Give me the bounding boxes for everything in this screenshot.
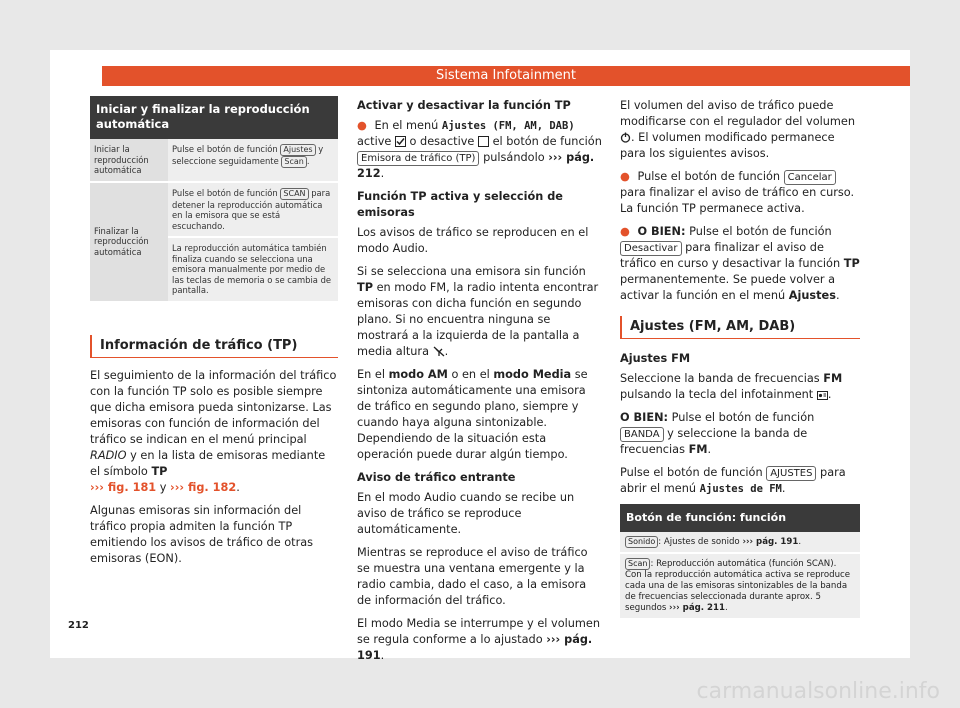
- function-box-title: Botón de función: función: [620, 504, 860, 532]
- text: O BIEN:: [620, 411, 669, 424]
- tp-symbol: TP: [151, 464, 168, 478]
- text: Si se selecciona una emisora sin función: [357, 265, 586, 278]
- scan-key: Scan: [281, 156, 306, 168]
- page-link[interactable]: ››› pág. 191: [357, 633, 593, 662]
- no-tp-icon: [433, 346, 445, 357]
- manual-page: [50, 50, 910, 662]
- scan-icon: SCAN: [280, 188, 308, 200]
- deactivate-key: Desactivar: [620, 241, 682, 256]
- paragraph: Mientras se reproduce el aviso de tráfico se muestra una ventana emergente y la radio cambia, dado el caso, a la emisora de información del tráfico.: [357, 546, 588, 607]
- heading: Aviso de tráfico entrante: [357, 471, 516, 484]
- bullet-icon: ●: [620, 170, 630, 183]
- column-left: [90, 96, 338, 574]
- text: se sintoniza automáticamente una emisora de tráfico en segundo plano, siempre y cuando haya alguna sintonizable. Dependiendo de la situación esta operación puede durar algún tiempo.: [357, 368, 588, 461]
- bullet-icon: ●: [620, 225, 630, 238]
- text: pulsándolo: [483, 151, 545, 164]
- text: y en la lista de emisoras mediante el símbolo: [90, 448, 326, 478]
- bullet-icon: ●: [357, 119, 367, 132]
- paragraph: Pulse el botón de función AJUSTES para abrir el menú Ajustes de FM.: [620, 466, 846, 495]
- sound-key: Sonido: [625, 536, 658, 548]
- heading: Activar y desactivar la función TP: [357, 99, 571, 112]
- figure-link[interactable]: ››› fig. 181: [90, 480, 157, 494]
- page-link[interactable]: ››› pág. 191: [742, 537, 799, 547]
- figure-link[interactable]: ››› fig. 182: [170, 480, 237, 494]
- text: y seleccione la banda de frecuencias: [620, 427, 808, 456]
- text: active: [357, 135, 392, 148]
- heading: Función TP activa y selección de emisoras: [357, 190, 563, 219]
- row-label: Iniciar la reproducción automática: [90, 139, 168, 182]
- paragraph: Los avisos de tráfico se reproducen en el modo Audio.: [357, 226, 589, 255]
- paragraph: En el modo Audio cuando se recibe un aviso de tráfico se reproduce automáticamente.: [357, 491, 575, 536]
- radio-key-icon: [817, 390, 828, 400]
- page-link[interactable]: ››› pág. 211: [669, 603, 725, 613]
- bullet-item: ● O BIEN: Pulse el botón de función Desactivar para finalizar el aviso de tráfico en curso y desactivar la función TP permanentemente. Se puede volver a activar la función en el menú Ajustes.: [620, 225, 860, 302]
- text: pulsando la tecla del infotainment: [620, 388, 814, 401]
- band-key: BANDA: [620, 427, 664, 442]
- text: en modo FM, la radio intenta encontrar emisoras con dicha función en segundo plano. Si no encuentra ninguna se mostrará a la izquierda de la pantalla a media altura: [357, 281, 599, 358]
- page-header: Sistema Infotainment: [102, 66, 910, 86]
- row-text: La reproducción automática también finaliza cuando se selecciona una emisora manualmente por medio de las teclas de memoria o se cambia de pantalla.: [168, 237, 338, 302]
- row-label: Finalizar la reproducción automática: [90, 182, 168, 302]
- ajustes-key: Ajustes: [280, 144, 315, 156]
- list-item: Sonido : Ajustes de sonido ››› pág. 191.: [620, 532, 860, 554]
- table-row: [90, 182, 338, 238]
- cancel-key: Cancelar: [784, 170, 836, 185]
- text: y: [159, 480, 167, 494]
- paragraph: Seleccione la banda de frecuencias FM pulsando la tecla del infotainment .: [620, 372, 843, 401]
- table-title: Iniciar y finalizar la reproducción automática: [90, 96, 338, 139]
- text: el botón de función: [492, 135, 602, 148]
- row-text: [168, 182, 338, 238]
- mode-name: modo Media: [493, 368, 572, 381]
- text: O BIEN:: [637, 225, 686, 238]
- text: . El volumen modificado permanece para los siguientes avisos.: [620, 131, 835, 160]
- section-title-tp: Información de tráfico (TP): [90, 335, 338, 358]
- page-link[interactable]: ››› pág. 212: [357, 151, 595, 180]
- text: Seleccione la banda de frecuencias: [620, 372, 820, 385]
- column-middle: [357, 98, 603, 671]
- text: : Reproducción automática (función SCAN). Con la reproducción automática activa se reproduce cada una de las emisoras sintonizables de la banda de frecuencias seleccionada durante aprox. 5 segundos: [625, 559, 851, 613]
- text: Pulse el botón de función: [689, 225, 832, 238]
- bullet-item: [620, 169, 860, 217]
- row-text: Pulse el botón de función Ajustes y seleccione seguidamente Scan .: [168, 139, 338, 182]
- band-name: FM: [823, 372, 843, 385]
- tp-symbol: TP: [357, 281, 373, 294]
- list-item: Scan : Reproducción automática (función SCAN). Con la reproducción automática activa se reproduce cada una de las emisoras sintonizables de la banda de frecuencias seleccionada durante aprox. 5 segundos ››› pág. 211.: [620, 554, 860, 620]
- text: para finalizar el aviso de tráfico en curso. La función TP permanece activa.: [620, 186, 855, 215]
- text: En el: [357, 368, 385, 381]
- text: : Ajustes de sonido: [658, 537, 740, 547]
- text: para detener la reproducción automática en la emisora que se está escuchando.: [172, 187, 331, 231]
- text: y seleccione seguidamente: [172, 144, 324, 166]
- column-right: [620, 98, 860, 620]
- text: Pulse el botón de función: [637, 170, 781, 183]
- tp-key: Emisora de tráfico (TP): [357, 151, 479, 166]
- radio-menu-name: RADIO: [90, 448, 127, 462]
- text: Pulse el botón de función: [671, 411, 815, 424]
- paragraph: El modo Media se interrumpe y el volumen se regula conforme a lo ajustado ››› pág. 191.: [357, 617, 601, 662]
- text: Pulse el botón de función: [172, 187, 278, 198]
- text: para finalizar el aviso de tráfico en curso y desactivar la función: [620, 241, 841, 270]
- menu-name: Ajustes de FM: [699, 483, 782, 495]
- paragraph: [620, 98, 860, 162]
- bullet-item: ● En el menú Ajustes (FM, AM, DAB) active o desactive el botón de función Emisora de tráfico (TP) pulsándolo ››› pág. 212.: [357, 119, 602, 180]
- table-row: [90, 139, 338, 182]
- menu-name: Ajustes: [788, 289, 836, 302]
- section-title-ajustes: Ajustes (FM, AM, DAB): [620, 316, 860, 339]
- scan-key: Scan: [625, 558, 650, 570]
- text: o desactive: [409, 135, 475, 148]
- heading: Ajustes FM: [620, 352, 691, 365]
- volume-knob-icon: [620, 132, 631, 143]
- text: El seguimiento de la información del tráfico con la función TP solo es posible siempre que dicha emisora pueda sintonizarse. Las emisoras con función de información del tráfico se indican en el menú principal: [90, 368, 337, 446]
- paragraph: Si se selecciona una emisora sin función TP en modo FM, la radio intenta encontrar emisoras con dicha función en segundo plano. Si no encuentra ninguna se mostrará a la izquierda de la pantalla a media altura .: [357, 265, 599, 358]
- paragraph: O BIEN: Pulse el botón de función BANDA y seleccione la banda de frecuencias FM.: [620, 411, 815, 456]
- paragraph: Algunas emisoras sin información del tráfico propia admiten la función TP emitiendo los avisos de tráfico de otras emisoras (EON).: [90, 503, 314, 565]
- paragraph: [357, 367, 603, 463]
- page-number: 212: [68, 620, 89, 631]
- text: permanentemente. Se puede volver a activar la función en el menú: [620, 273, 836, 302]
- text: para abrir el menú: [620, 466, 846, 495]
- checkbox-checked-icon: [395, 136, 406, 147]
- watermark: carmanualsonline.info: [696, 679, 940, 704]
- text: o en el: [451, 368, 490, 381]
- text: Pulse el botón de función: [620, 466, 763, 479]
- scan-table: [90, 139, 338, 303]
- text: Pulse el botón de función: [172, 144, 278, 154]
- mode-name: modo AM: [388, 368, 448, 381]
- band-name: FM: [688, 443, 708, 456]
- text: El volumen del aviso de tráfico puede modificarse con el regulador del volumen: [620, 99, 856, 128]
- text: El modo Media se interrumpe y el volumen se regula conforme a lo ajustado: [357, 617, 601, 646]
- text: En el menú: [374, 119, 439, 132]
- function-box: [620, 504, 860, 620]
- paragraph: El seguimiento de la información del tráfico con la función TP solo es posible siempre que dicha emisora pueda sintonizarse. Las emisoras con función de información del tráfico se indican en el menú principal RADIO y en la lista de emisoras mediante el símbolo TP ››› fig. 181 y ››› fig. 182.: [90, 368, 337, 494]
- tp-symbol: TP: [843, 257, 860, 270]
- settings-key: AJUSTES: [766, 466, 816, 481]
- checkbox-empty-icon: [478, 136, 489, 147]
- menu-name: Ajustes (FM, AM, DAB): [441, 120, 575, 132]
